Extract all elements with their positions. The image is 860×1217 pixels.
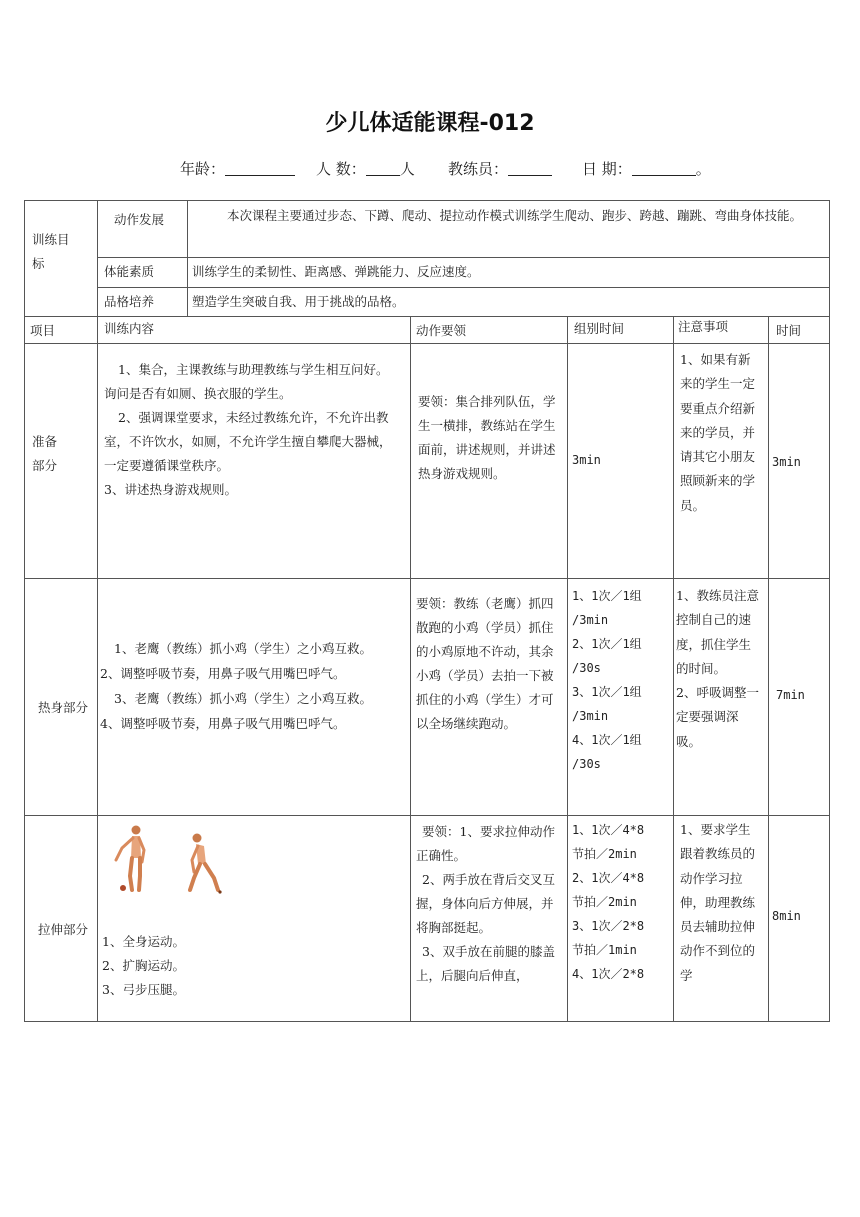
goal-text-fitness: 训练学生的柔韧性、距离感、弹跳能力、反应速度。 — [192, 264, 480, 279]
prep-notes: 1、如果有新来的学生一定要重点介绍新来的学员，并请其它小朋友照顾新来的学员。 — [680, 352, 756, 513]
warmup-time: 7min — [776, 688, 805, 702]
prep-time: 3min — [772, 455, 801, 469]
prep-essentials: 要领：集合排列队伍，学生一横排，教练站在学生面前，讲述规则，并讲述热身游戏规则。 — [418, 394, 556, 481]
header-content: 训练内容 — [104, 321, 155, 336]
goals-label: 训练目标 — [32, 232, 70, 271]
stretch-notes: 1、要求学生跟着教练员的动作学习拉伸，助理教练员去辅助拉伸动作不到位的学 — [680, 822, 756, 983]
header-group-time: 组别时间 — [574, 321, 625, 336]
section-name-stretch: 拉伸部分 — [38, 922, 89, 937]
prep-group-time: 3min — [572, 453, 601, 467]
goal-name-motor: 动作发展 — [114, 212, 165, 227]
header-essentials: 动作要领 — [416, 323, 467, 338]
header-time: 时间 — [776, 323, 802, 338]
page-title: 少儿体适能课程-012 — [325, 111, 535, 136]
warmup-content: 1、老鹰（教练）抓小鸡（学生）之小鸡互救。 2、调整呼吸节奏，用鼻子吸气用嘴巴呼气。 3、老鹰（教练）抓小鸡（学生）之小鸡互救。 4、调整呼吸节奏，用鼻子吸气用嘴巴呼气。 — [100, 641, 372, 731]
stretch-essentials: 要领：1、要求拉伸动作正确性。 2、两手放在背后交叉互握，身体向后方伸展，并将胸部挺起。 3、双手放在前腿的膝盖上，后腿向后伸直， — [416, 824, 555, 983]
coach-field: 教练员： — [448, 158, 552, 179]
goal-text-character: 塑造学生突破自我、用于挑战的品格。 — [192, 294, 405, 309]
section-name-prep: 准备部分 — [32, 434, 58, 473]
header-notes: 注意事项 — [678, 319, 729, 334]
prep-content: 1、集合，主课教练与助理教练与学生相互问好。 询问是否有如厕、换衣服的学生。 2、强调课堂要求，未经过教练允许，不允许出教室，不许饮水，如厕，不允许学生擅自攀爬大器械，一定要遵循课堂秩序。 3、讲述热身游戏规则。 — [104, 362, 392, 497]
warmup-essentials: 要领：教练（老鹰）抓四散跑的小鸡（学员）抓住的小鸡原地不许动，其余小鸡（学员）去拍一下被抓住的小鸡（学生）才可以全场继续跑动。 — [416, 596, 554, 731]
stretch-group-time: 1、1次／4*8 节拍／2min 2、1次／4*8 节拍／2min 3、1次／2*8 节拍／1min 4、1次／2*8 — [572, 823, 645, 981]
stretch-content: 1、全身运动。 2、扩胸运动。 3、弓步压腿。 — [102, 934, 185, 997]
date-field: 日 期： 。 — [582, 160, 711, 178]
stretch-figure-lunge — [180, 830, 228, 896]
age-field: 年龄： — [180, 158, 295, 179]
warmup-group-time: 1、1次／1组 /3min 2、1次／1组 /30s 3、1次／1组 /3min 4、1次／1组 /30s — [572, 589, 642, 771]
count-field: 人 数： 人 — [316, 160, 415, 178]
section-name-warmup: 热身部分 — [38, 700, 89, 715]
goal-text-motor: 本次课程主要通过步态、下蹲、爬动、提拉动作模式训练学生爬动、跑步、跨越、蹦跳、弯曲身体技能。 — [227, 208, 803, 223]
header-item: 项目 — [30, 323, 56, 338]
goal-name-character: 品格培养 — [104, 294, 155, 309]
stretch-time: 8min — [772, 909, 801, 923]
warmup-notes: 1、教练员注意控制自己的速度，抓住学生的时间。 2、呼吸调整一定要强调深吸。 — [676, 588, 759, 749]
stretch-figure-standing — [108, 824, 158, 896]
goal-name-fitness: 体能素质 — [104, 264, 155, 279]
